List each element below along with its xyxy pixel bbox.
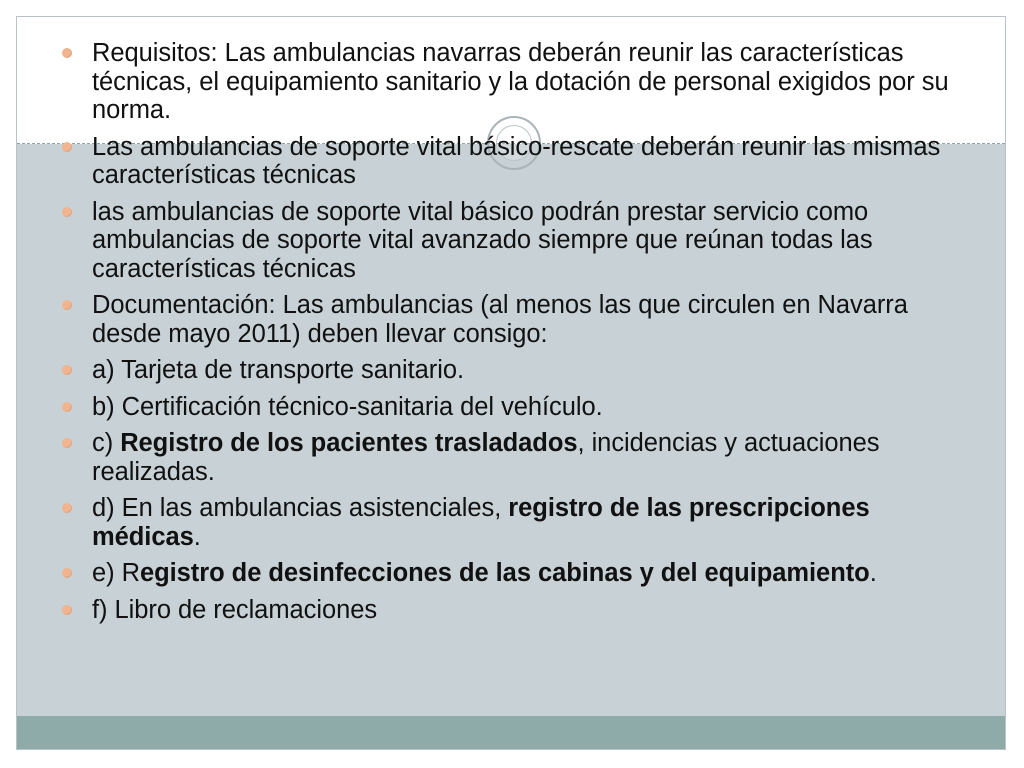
bullet-icon (62, 503, 72, 513)
bullet-list (62, 39, 982, 632)
list-item-documentacion (62, 291, 982, 348)
list-item-desinfecciones (62, 559, 982, 588)
bullet-icon (62, 402, 72, 412)
bullet-icon (62, 142, 72, 152)
list-item-text: Las ambulancias de soporte vital básico-rescate deberán reunir las mismas características técnicas (92, 132, 941, 189)
list-item-prefix: e) R (92, 559, 140, 587)
list-item-bold-text: egistro de desinfecciones de las cabinas y del equipamiento (139, 559, 870, 587)
footer-band (17, 716, 1005, 750)
list-item-prescripciones (62, 494, 982, 551)
list-item-text: Documentación: Las ambulancias (al menos las que circulen en Navarra desde mayo 2011) deben llevar consigo: (92, 291, 908, 348)
list-item-soporte-basico-rescate (62, 133, 982, 190)
list-item-requisitos (62, 39, 982, 125)
bullet-icon (62, 300, 72, 310)
list-item-soporte-basico-avanzado (62, 198, 982, 284)
list-item-suffix: , incidencias y actuaciones realizadas. (92, 429, 880, 486)
bullet-icon (62, 438, 72, 448)
list-item-libro-reclamaciones (62, 596, 982, 625)
list-item-suffix: . (869, 559, 877, 587)
bullet-icon (62, 605, 72, 615)
bullet-icon (62, 48, 72, 58)
list-item-text: b) Certificación técnico-sanitaria del vehículo. (92, 392, 603, 421)
list-item-prefix: c) (92, 429, 121, 457)
bullet-icon (62, 207, 72, 217)
list-item-suffix: . (193, 522, 201, 551)
list-item-text: a) Tarjeta de transporte sanitario. (92, 356, 464, 384)
list-item-certificacion (62, 393, 982, 422)
list-item-prefix: d) En las ambulancias asistenciales, (92, 494, 509, 522)
list-item-bold-text: registro de las prescripciones médicas (92, 494, 870, 551)
bullet-icon (62, 365, 72, 375)
bullet-icon (62, 568, 72, 578)
list-item-text: f) Libro de reclamaciones (92, 595, 378, 624)
list-item-bold-text: Registro de los pacientes trasladados (120, 429, 578, 457)
list-item-registro-pacientes (62, 429, 982, 486)
list-item-tarjeta-transporte (62, 356, 982, 385)
list-item-text: las ambulancias de soporte vital básico podrán prestar servicio como ambulancias de soporte vital avanzado siempre que reúnan todas las características técnicas (92, 197, 873, 283)
list-item-text: Requisitos: Las ambulancias navarras deberán reunir las características técnicas, el equipamiento sanitario y la dotación de personal exigidos por su norma. (92, 39, 949, 124)
